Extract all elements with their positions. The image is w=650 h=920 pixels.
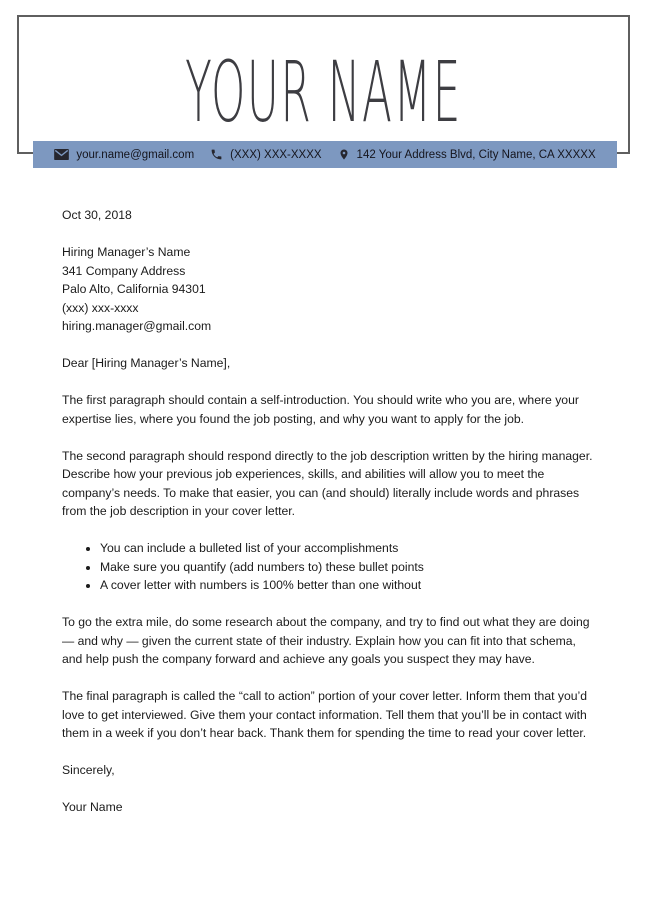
contact-phone <box>210 148 321 161</box>
contact-email-text: your.name@gmail.com <box>76 148 195 161</box>
letter-body <box>62 206 594 817</box>
recipient-city: Palo Alto, California 94301 <box>62 282 206 296</box>
contact-email <box>54 149 194 161</box>
closing: Sincerely, <box>62 763 115 777</box>
header-box <box>17 15 630 154</box>
letter-date: Oct 30, 2018 <box>62 208 132 222</box>
contact-phone-text: (XXX) XXX-XXXX <box>230 148 322 161</box>
list-item: • A cover letter with numbers is 100% better than one without <box>100 576 594 595</box>
contact-address-text: 142 Your Address Blvd, City Name, CA XXXXX <box>356 148 596 161</box>
paragraph-research: To go the extra mile, do some research about the company, and try to find out what they are doing — and why — given the current state of their industry. Explain how you can fit into that schema, and help push the company forward and achieve any goals you suspect they may have. <box>62 615 590 666</box>
recipient-name: Hiring Manager’s Name <box>62 245 191 259</box>
email-icon <box>54 149 69 160</box>
contact-banner <box>33 141 617 168</box>
phone-icon <box>210 148 223 161</box>
paragraph-call-to-action: The final paragraph is called the “call to action” portion of your cover letter. Inform them that you’d love to get interviewed. Give them your contact information. Tell them that you’ll be in contact with them in a week if you don’t hear back. Thank them for spending the time to read your cover letter. <box>62 689 588 740</box>
recipient-phone: (xxx) xxx-xxxx <box>62 300 139 315</box>
location-icon <box>338 147 350 162</box>
list-item: • Make sure you quantify (add numbers to) these bullet points <box>100 558 594 577</box>
recipient-block <box>62 243 594 336</box>
signature: Your Name <box>62 800 123 814</box>
recipient-email: hiring.manager@gmail.com <box>62 319 212 333</box>
recipient-address: 341 Company Address <box>62 263 186 278</box>
page-title: YOUR NAME <box>185 43 462 141</box>
contact-address <box>338 147 596 162</box>
paragraph-body: The second paragraph should respond directly to the job description written by the hiring manager. Describe how your previous job experiences, skills, and abilities will allow you to meet the company’s needs. To make that easier, you can (and should) literally include words and phrases from the job description in your cover letter. <box>62 448 593 518</box>
list-item: • You can include a bulleted list of your accomplishments <box>100 539 594 558</box>
accomplishments-list <box>62 539 594 595</box>
salutation: Dear [Hiring Manager’s Name], <box>62 356 231 370</box>
paragraph-intro: The first paragraph should contain a self-introduction. You should write who you are, where your expertise lies, where you found the job posting, and why you want to apply for the job. <box>62 393 579 426</box>
